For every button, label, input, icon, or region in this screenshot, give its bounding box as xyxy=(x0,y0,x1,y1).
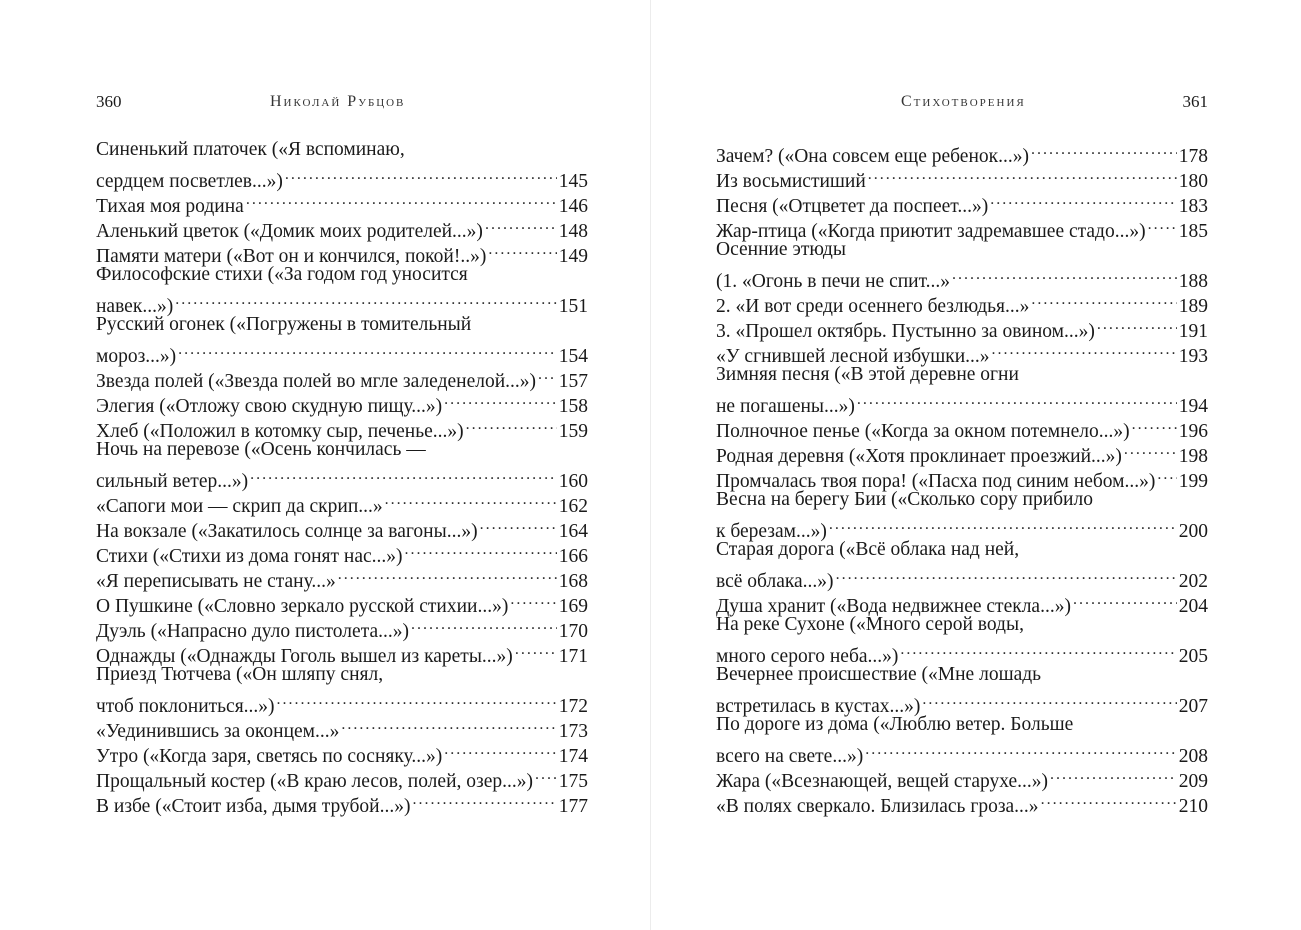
toc-entry-title: «Уединившись за оконцем...» xyxy=(96,721,340,742)
toc-entry-line xyxy=(716,512,1208,542)
toc-entry-title: «В полях сверкало. Близилась гроза...» xyxy=(716,796,1039,817)
toc-entry-page-number: 160 xyxy=(558,471,588,492)
toc-entry-title: Утро («Когда заря, светясь по сосняку...») xyxy=(96,746,443,767)
toc-entry-line xyxy=(716,737,1208,767)
toc-entry-title: не погашены...») xyxy=(716,396,855,417)
toc-entry xyxy=(716,712,1208,767)
dot-leader xyxy=(1097,312,1177,337)
dot-leader xyxy=(411,612,557,637)
dot-leader xyxy=(405,537,557,562)
toc-entry-page-number: 159 xyxy=(558,421,588,442)
toc-entry-title: Зачем? («Она совсем еще ребенок...») xyxy=(716,146,1029,167)
left-running-title: Николай Рубцов xyxy=(270,93,406,110)
toc-entry-page-number: 189 xyxy=(1178,296,1208,317)
dot-leader xyxy=(277,687,557,712)
toc-entry-title-first-line: Осенние этюды xyxy=(716,239,846,260)
dot-leader xyxy=(1157,462,1176,487)
toc-entry-title-first-line: Зимняя песня («В этой деревне огни xyxy=(716,364,1019,385)
dot-leader xyxy=(1124,437,1177,462)
toc-entry-title: Душа хранит («Вода недвижнее стекла...») xyxy=(716,596,1071,617)
toc-entry-page-number: 164 xyxy=(558,521,588,542)
dot-leader xyxy=(535,762,557,787)
toc-entry xyxy=(716,537,1208,592)
toc-entry-page-number: 200 xyxy=(1178,521,1208,542)
dot-leader xyxy=(385,487,557,512)
toc-entry-page-number: 191 xyxy=(1178,321,1208,342)
toc-entry xyxy=(716,237,1208,292)
dot-leader xyxy=(900,637,1176,662)
toc-entry-title: Полночное пенье («Когда за окном потемнело...») xyxy=(716,421,1130,442)
dot-leader xyxy=(992,337,1177,362)
dot-leader xyxy=(922,687,1176,712)
toc-entry-title: всё облака...») xyxy=(716,571,834,592)
toc-entry-title: Промчалась твоя пора! («Пасха под синим небом...») xyxy=(716,471,1156,492)
toc-entry-title: Тихая моя родина xyxy=(96,196,244,217)
dot-leader xyxy=(538,362,557,387)
toc-entry-line xyxy=(716,637,1208,667)
toc-entry-page-number: 198 xyxy=(1178,446,1208,467)
toc-entry-page-number: 172 xyxy=(558,696,588,717)
toc-entry-page-number: 183 xyxy=(1178,196,1208,217)
dot-leader xyxy=(338,562,557,587)
dot-leader xyxy=(466,412,557,437)
dot-leader xyxy=(1073,587,1177,612)
toc-entry-page-number: 177 xyxy=(558,796,588,817)
toc-entry-title: встретилась в кустах...») xyxy=(716,696,921,717)
dot-leader xyxy=(515,637,557,662)
dot-leader xyxy=(990,187,1177,212)
dot-leader xyxy=(1148,212,1177,237)
toc-entry-line xyxy=(96,687,588,717)
toc-entry-title-first-line: По дороге из дома («Люблю ветер. Больше xyxy=(716,714,1074,735)
toc-entry-page-number: 204 xyxy=(1178,596,1208,617)
toc-entry-title: 2. «И вот среди осеннего безлюдья...» xyxy=(716,296,1030,317)
toc-entry-title-first-line: Синенький платочек («Я вспоминаю, xyxy=(96,139,405,160)
toc-entry-page-number: 196 xyxy=(1178,421,1208,442)
dot-leader xyxy=(285,162,557,187)
right-running-title: Стихотворения xyxy=(901,93,1026,110)
toc-entry-line xyxy=(716,262,1208,292)
toc-entry-page-number: 166 xyxy=(558,546,588,567)
toc-entry-title: Прощальный костер («В краю лесов, полей, озер...») xyxy=(96,771,533,792)
toc-entry-line xyxy=(96,462,588,492)
toc-entry-title-first-line: Ночь на перевозе («Осень кончилась — xyxy=(96,439,426,460)
toc-entry-title: Жар-птица («Когда приютит задремавшее стадо...») xyxy=(716,221,1146,242)
toc-entry-page-number: 193 xyxy=(1178,346,1208,367)
toc-entry-line xyxy=(96,337,588,367)
dot-leader xyxy=(341,712,556,737)
toc-entry xyxy=(716,362,1208,417)
toc-entry-title: Аленький цветок («Домик моих родителей...») xyxy=(96,221,483,242)
dot-leader xyxy=(444,387,557,412)
toc-entry-page-number: 173 xyxy=(558,721,588,742)
dot-leader xyxy=(1031,137,1177,162)
toc-entry-title: Родная деревня («Хотя проклинает проезжий...») xyxy=(716,446,1122,467)
toc-entry-page-number: 148 xyxy=(558,221,588,242)
toc-entry xyxy=(96,312,588,367)
dot-leader xyxy=(444,737,557,762)
toc-entry-line xyxy=(716,137,1208,167)
toc-entry-page-number: 175 xyxy=(558,771,588,792)
toc-entry-page-number: 149 xyxy=(558,246,588,267)
toc-entry-title: сердцем посветлев...») xyxy=(96,171,283,192)
dot-leader xyxy=(1041,787,1177,812)
toc-entry xyxy=(96,437,588,492)
toc-entry-title: навек...») xyxy=(96,296,174,317)
toc-entry-page-number: 202 xyxy=(1178,571,1208,592)
toc-entry xyxy=(96,262,588,317)
toc-entry-line xyxy=(716,562,1208,592)
dot-leader xyxy=(250,462,557,487)
left-page-number: 360 xyxy=(96,92,122,111)
left-page xyxy=(0,0,650,930)
toc-entry-page-number: 158 xyxy=(558,396,588,417)
toc-entry-page-number: 209 xyxy=(1178,771,1208,792)
toc-entry-title: 3. «Прошел октябрь. Пустынно за овином...») xyxy=(716,321,1095,342)
toc-entry-title: «Я переписывать не стану...» xyxy=(96,571,336,592)
toc-entry-title: О Пушкине («Словно зеркало русской стихии...») xyxy=(96,596,509,617)
toc-entry-title-first-line: Вечернее происшествие («Мне лошадь xyxy=(716,664,1042,685)
toc-entry-title: мороз...») xyxy=(96,346,177,367)
toc-entry-page-number: 154 xyxy=(558,346,588,367)
toc-entry xyxy=(96,137,588,192)
toc-entry-title: Элегия («Отложу свою скудную пищу...») xyxy=(96,396,443,417)
toc-entry-title-first-line: Русский огонек («Погружены в томительный xyxy=(96,314,472,335)
left-running-head xyxy=(96,90,591,114)
toc-entry-line xyxy=(716,687,1208,717)
dot-leader xyxy=(865,737,1177,762)
toc-entry-page-number: 194 xyxy=(1178,396,1208,417)
toc-entry-title: сильный ветер...») xyxy=(96,471,249,492)
dot-leader xyxy=(829,512,1177,537)
toc-entry-page-number: 157 xyxy=(558,371,588,392)
toc-entry-title: (1. «Огонь в печи не спит...» xyxy=(716,271,951,292)
toc-entry-title: Из восьмистиший xyxy=(716,171,866,192)
dot-leader xyxy=(952,262,1177,287)
dot-leader xyxy=(857,387,1177,412)
right-toc xyxy=(716,137,1208,817)
toc-entry-title-first-line: Старая дорога («Всё облака над ней, xyxy=(716,539,1020,560)
toc-entry-title: Стихи («Стихи из дома гонят нас...») xyxy=(96,546,403,567)
toc-entry-title: много серого неба...») xyxy=(716,646,899,667)
toc-entry-line xyxy=(96,287,588,317)
toc-entry-line xyxy=(96,162,588,192)
dot-leader xyxy=(480,512,557,537)
toc-entry-line xyxy=(716,387,1208,417)
right-page xyxy=(651,0,1301,930)
toc-entry xyxy=(716,612,1208,667)
dot-leader xyxy=(510,587,556,612)
toc-entry xyxy=(716,487,1208,542)
toc-entry-page-number: 169 xyxy=(558,596,588,617)
toc-entry-page-number: 205 xyxy=(1178,646,1208,667)
toc-entry-page-number: 162 xyxy=(558,496,588,517)
toc-entry xyxy=(716,137,1208,167)
dot-leader xyxy=(836,562,1177,587)
toc-entry-page-number: 178 xyxy=(1178,146,1208,167)
toc-entry-page-number: 199 xyxy=(1178,471,1208,492)
toc-entry-page-number: 180 xyxy=(1178,171,1208,192)
toc-entry-title: «У сгнившей лесной избушки...» xyxy=(716,346,990,367)
left-toc xyxy=(96,137,588,817)
toc-entry-page-number: 171 xyxy=(558,646,588,667)
toc-entry-page-number: 174 xyxy=(558,746,588,767)
toc-entry-title-first-line: На реке Сухоне («Много серой воды, xyxy=(716,614,1024,635)
toc-entry-page-number: 168 xyxy=(558,571,588,592)
toc-entry-page-number: 146 xyxy=(558,196,588,217)
toc-entry-title: Звезда полей («Звезда полей во мгле заледенелой...») xyxy=(96,371,537,392)
dot-leader xyxy=(868,162,1177,187)
toc-entry-page-number: 185 xyxy=(1178,221,1208,242)
toc-entry-title: всего на свете...») xyxy=(716,746,864,767)
dot-leader xyxy=(175,287,557,312)
toc-entry-title: Однажды («Однажды Гоголь вышел из кареты...») xyxy=(96,646,513,667)
toc-entry-page-number: 188 xyxy=(1178,271,1208,292)
toc-entry-title: чтоб поклониться...») xyxy=(96,696,275,717)
toc-entry xyxy=(96,662,588,717)
right-running-head xyxy=(716,90,1208,114)
toc-entry-title: Песня («Отцветет да поспеет...») xyxy=(716,196,989,217)
right-page-number: 361 xyxy=(1182,92,1208,111)
toc-entry-title: к березам...») xyxy=(716,521,827,542)
toc-entry-title: Дуэль («Напрасно дуло пистолета...») xyxy=(96,621,409,642)
toc-entry-title: На вокзале («Закатилось солнце за вагоны...») xyxy=(96,521,478,542)
dot-leader xyxy=(412,787,556,812)
toc-entry-page-number: 208 xyxy=(1178,746,1208,767)
toc-entry-page-number: 170 xyxy=(558,621,588,642)
dot-leader xyxy=(485,212,557,237)
dot-leader xyxy=(1132,412,1177,437)
toc-entry xyxy=(716,662,1208,717)
toc-entry-page-number: 145 xyxy=(558,171,588,192)
toc-entry-title: Жара («Всезнающей, вещей старухе...») xyxy=(716,771,1049,792)
toc-entry-title-first-line: Приезд Тютчева («Он шляпу снял, xyxy=(96,664,384,685)
toc-entry-title-first-line: Философские стихи («За годом год уносится xyxy=(96,264,468,285)
toc-entry-page-number: 207 xyxy=(1178,696,1208,717)
toc-entry-title-first-line: Весна на берегу Бии («Сколько сору прибило xyxy=(716,489,1093,510)
toc-entry-title: Хлеб («Положил в котомку сыр, печенье...») xyxy=(96,421,464,442)
toc-entry-title: «Сапоги мои — скрип да скрип...» xyxy=(96,496,383,517)
dot-leader xyxy=(178,337,557,362)
dot-leader xyxy=(1031,287,1176,312)
toc-entry-title: Памяти матери («Вот он и кончился, покой!..») xyxy=(96,246,487,267)
dot-leader xyxy=(1050,762,1177,787)
toc-entry-page-number: 151 xyxy=(558,296,588,317)
toc-entry-title: В избе («Стоит изба, дымя трубой...») xyxy=(96,796,411,817)
toc-entry-page-number: 210 xyxy=(1178,796,1208,817)
dot-leader xyxy=(488,237,556,262)
dot-leader xyxy=(246,187,557,212)
